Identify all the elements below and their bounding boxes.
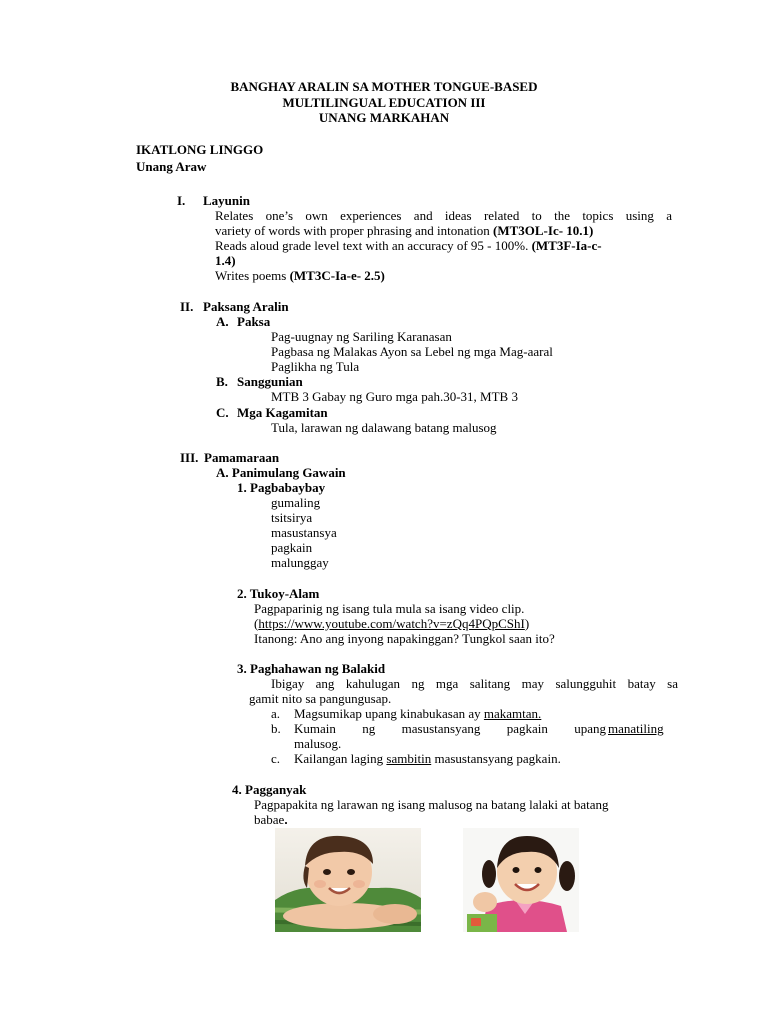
panimulang-gawain-title: A. Panimulang Gawain	[216, 465, 346, 480]
paghahawan-line-1: Ibigay ang kahulugan ng mga salitang may salungguhit batay sa	[271, 676, 678, 691]
objective-1-line-1: Relates one’s own experiences and ideas related to the topics using a	[215, 208, 672, 223]
pagbabaybay-title: 1. Pagbabaybay	[237, 480, 326, 495]
paksa-item-2: Pagbasa ng Malakas Ayon sa Lebel ng mga Mag-aaral	[271, 344, 553, 359]
week-heading: IKATLONG LINGGO	[136, 142, 264, 157]
item-c-label: c.	[271, 751, 281, 766]
paghahawan-line-2: gamit nito sa pangungusap.	[249, 691, 392, 706]
tukoy-alam-question: Itanong: Ano ang inyong napakinggan? Tungkol saan ito?	[254, 631, 555, 646]
boy-photo	[275, 828, 421, 932]
girl-photo	[463, 828, 579, 932]
spelling-word: gumaling	[271, 495, 321, 510]
pagganyak-line-1: Pagpapakita ng larawan ng isang malusog na batang lalaki at batang	[254, 797, 609, 812]
section-1-title: Layunin	[203, 193, 250, 208]
spelling-word: pagkain	[271, 540, 313, 555]
item-a-text: Magsumikap upang kinabukasan ay makamtan.	[294, 706, 542, 721]
doc-title-line-2: MULTILINGUAL EDUCATION III	[282, 95, 486, 110]
subsection-c-label: C.	[216, 405, 229, 420]
subsection-c-title: Mga Kagamitan	[237, 405, 328, 420]
sanggunian-item: MTB 3 Gabay ng Guro mga pah.30-31, MTB 3	[271, 389, 518, 404]
spelling-word: masustansya	[271, 525, 337, 540]
subsection-b-title: Sanggunian	[237, 374, 303, 389]
item-a-label: a.	[271, 706, 281, 721]
section-1-number: I.	[177, 193, 186, 208]
subsection-b-label: B.	[216, 374, 228, 389]
subsection-a-title: Paksa	[237, 314, 271, 329]
tukoy-alam-title: 2. Tukoy-Alam	[237, 586, 320, 601]
paksa-item-1: Pag-uugnay ng Sariling Karanasan	[271, 329, 452, 344]
kagamitan-item: Tula, larawan ng dalawang batang malusog	[271, 420, 497, 435]
item-b-continued: malusog.	[294, 736, 342, 751]
paghahawan-title: 3. Paghahawan ng Balakid	[237, 661, 386, 676]
paksa-item-3: Paglikha ng Tula	[271, 359, 360, 374]
objective-3: Writes poems (MT3C-Ia-e- 2.5)	[215, 268, 385, 283]
item-c-text: Kailangan laging sambitin masustansyang pagkain.	[294, 751, 561, 766]
item-b-label: b.	[271, 721, 281, 736]
spelling-word: tsitsirya	[271, 510, 313, 525]
section-2-title: Paksang Aralin	[203, 299, 289, 314]
objective-1-line-2: variety of words with proper phrasing and intonation (MT3OL-Ic- 10.1)	[215, 223, 594, 238]
item-b-underlined: manatiling	[608, 721, 664, 736]
section-3-title: Pamamaraan	[204, 450, 280, 465]
subsection-a-label: A.	[216, 314, 229, 329]
video-link-line: (https://www.youtube.com/watch?v=zQq4PQpCShI)	[254, 616, 530, 631]
section-2-number: II.	[180, 299, 194, 314]
objective-2-line-1: Reads aloud grade level text with an accuracy of 95 - 100%. (MT3F-Ia-c-	[215, 238, 602, 253]
doc-title-line-1: BANGHAY ARALIN SA MOTHER TONGUE-BASED	[230, 79, 538, 94]
pagganyak-title: 4. Pagganyak	[232, 782, 307, 797]
pagganyak-line-2: babae.	[254, 812, 288, 827]
spelling-word: malunggay	[271, 555, 329, 570]
doc-title-line-3: UNANG MARKAHAN	[318, 110, 450, 125]
youtube-link[interactable]: https://www.youtube.com/watch?v=zQq4PQpCShI	[258, 616, 525, 631]
objective-2-line-2: 1.4)	[215, 253, 236, 268]
section-3-number: III.	[180, 450, 199, 465]
tukoy-alam-line-1: Pagpaparinig ng isang tula mula sa isang video clip.	[254, 601, 525, 616]
item-b-text: Kumain ng masustansyang pagkain upang	[294, 721, 606, 736]
day-heading: Unang Araw	[136, 159, 207, 174]
